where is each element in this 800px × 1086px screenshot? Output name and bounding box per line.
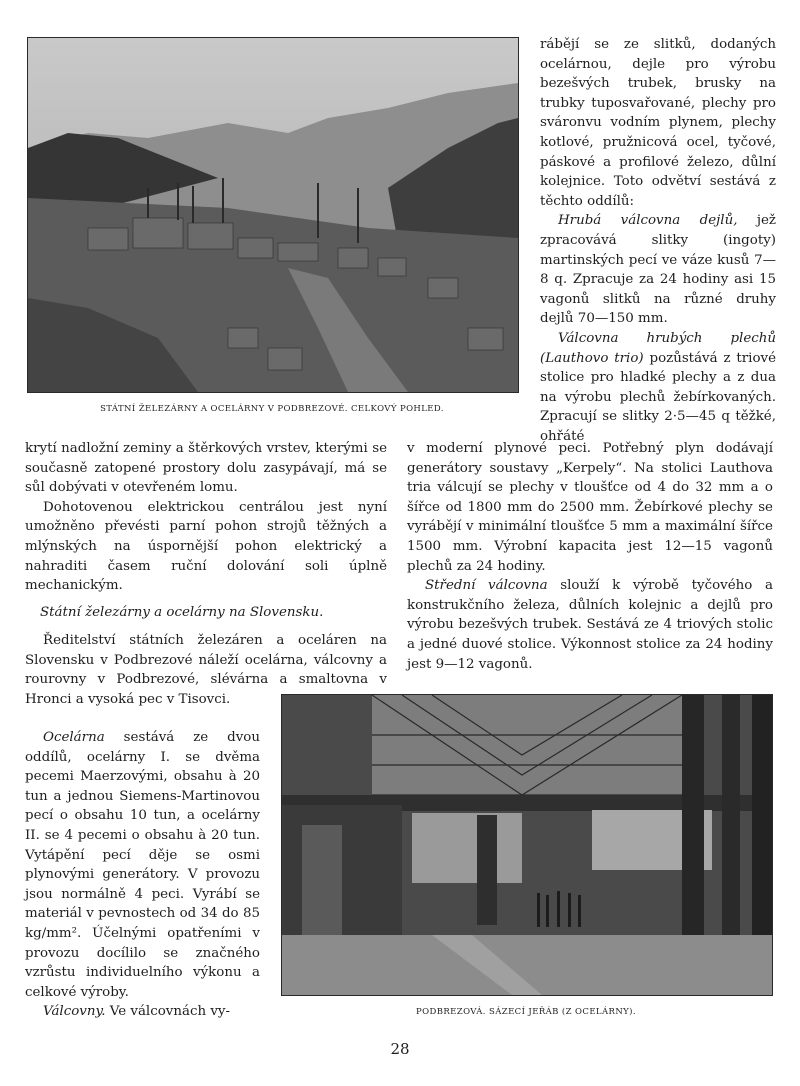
paragraph <box>540 211 776 329</box>
left-column-text <box>25 439 387 596</box>
paragraph <box>540 329 776 447</box>
paragraph-body: Ve válcovnách vy- <box>105 1004 230 1020</box>
paragraph-lead: Střední válcovna <box>425 578 548 594</box>
paragraph <box>25 1002 260 1022</box>
paragraph-lead: Válcovna hrubých plechů (Lauthovo trio) <box>540 330 776 366</box>
paragraph-lead: Ocelárna <box>43 730 105 745</box>
paragraph-body: slouží k výrobě tyčového a konstrukčního železa, důlních kolejnic a dejlů pro výrobu bezešvých trubek. Sestává ze 4 triových stolic a jedné duové stolice. Výkonnost stolice za 24 hodiny jest 9—12 vagonů. <box>407 578 773 672</box>
paragraph: krytí nadložní zeminy a štěrkových vrstev, kterými se současně zatopené prostory dolu zasypávají, má se sůl dobývati v otevřeném lomu. <box>25 441 387 496</box>
left-narrow-text <box>25 728 260 1022</box>
paragraph: rábějí se ze slitků, dodaných ocelárnou, dejle pro výrobu bezešvých trubek, brusky na trubky tuposvařované, plechy pro sváronvu vodním plynem, plechy kotlové, pružnicová ocel, tyčové, páskové a profilové železo, důlní kolejnice. Toto odvětví sestává z těchto oddílů: <box>540 37 776 209</box>
paragraph: Dohotovenou elektrickou centrálou jest nyní umožněno převésti parní pohon strojů těžných a mlýnských na úspornější pohon elektrický a nahraditi časem ruční dolování soli úplně mechanickým. <box>25 499 387 594</box>
right-wide-text <box>407 439 773 674</box>
steelworks-crane-photo <box>281 694 773 996</box>
paragraph: v moderní plynové peci. Potřebný plyn dodávají generátory soustavy „Kerpely“. Na stolici Lauthova tria válcují se plechy v tloušťce od 4 do 32 mm a o šířce od 1800 mm do 2500 mm. Žebírkové plechy se vyrábějí v minimální tloušťce 5 mm a maximální šířce 1500 mm. Výrobní kapacita jest 12—15 vagonů plechů za 24 hodiny. <box>407 441 773 574</box>
paragraph <box>25 728 260 1002</box>
paragraph-body: sestává ze dvou oddílů, ocelárny I. se dvěma pecemi Maerzovými, obsahu à 20 tun a jednou Siemens-Martinovou pecí o obsahu 10 tun, a ocelárny II. se 4 pecemi o obsahu à 20 tun. Vytápění pecí děje se osmi plynovými generátory. V provozu jsou normálně 4 peci. Vyrábí se materiál v pevnostech od 34 do 85 kg/mm². Účelnými opatřeními v provozu docílilo se značného vzrůstu individuelního výkonu a celkové výroby. <box>25 730 260 1000</box>
paragraph <box>407 576 773 674</box>
paragraph: Ředitelství státních železáren a oceláren na Slovensku v Podbrezové náleží ocelárna, válcovny a rourovny v Podbrezové, slévárna a smaltovna v Hronci a vysoká pec v Tisovci. <box>25 633 387 707</box>
bottom-photo-caption: PODBREZOVÁ. SÁZECÍ JEŘÁB (Z OCELÁRNY). <box>416 1007 636 1017</box>
paragraph-body: pozůstává z triové stolice pro hladké plechy a z dua na výrobu plechů žebírkovaných. Zpracují se slitky 2·5—45 q těžké, ohřáté <box>540 350 776 444</box>
ironworks-panorama-photo <box>27 37 519 393</box>
paragraph-lead: Válcovny. <box>43 1004 106 1020</box>
section-heading: Státní železárny a ocelárny na Slovensku. <box>40 605 324 620</box>
right-column-text <box>540 35 776 446</box>
top-photo-caption: STÁTNÍ ŽELEZÁRNY A OCELÁRNY V PODBREZOVÉ. CELKOVÝ POHLED. <box>100 404 444 414</box>
paragraph-body: jež zpracovává slitky (ingoty) martinských pecí ve váze kusů 7—8 q. Zpracuje za 24 hodiny asi 15 vagonů slitků na různé druhy dejlů 70—150 mm. <box>540 213 776 327</box>
paragraph-lead: Hrubá válcovna dejlů, <box>558 213 738 229</box>
page-number: 28 <box>390 1040 410 1058</box>
